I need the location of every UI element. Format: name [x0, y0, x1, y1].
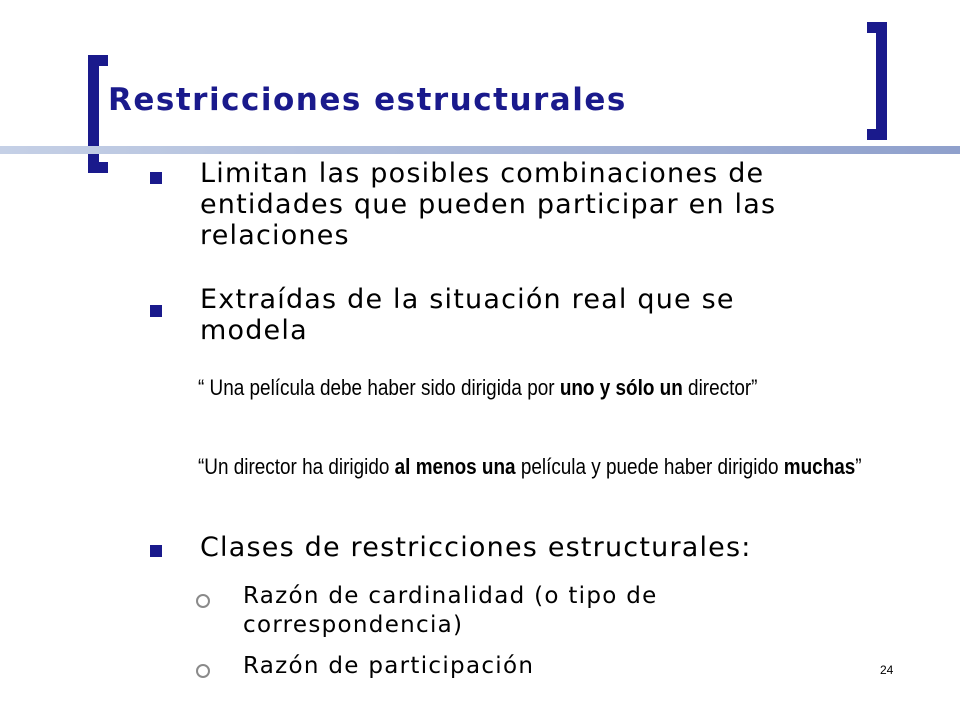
quote-director: “Un director ha dirigido al menos una película y puede haber dirigido muchas”: [198, 454, 862, 479]
bullet-square-icon: [150, 172, 162, 184]
bullet-square-icon: [150, 545, 162, 557]
title-bracket-left: [88, 55, 108, 173]
bullet-extraidas: Extraídas de la situación real que se modela: [200, 284, 735, 346]
sub-bullet-participacion: Razón de participación: [243, 653, 535, 679]
sub-bullet-circle-icon: [196, 664, 210, 678]
page-number: 24: [880, 663, 894, 677]
title-underline-bar: [0, 146, 960, 154]
slide-title: Restricciones estructurales: [108, 82, 627, 118]
sub-bullet-circle-icon: [196, 594, 210, 608]
sub-bullet-cardinalidad: Razón de cardinalidad (o tipo de correspondencia): [243, 583, 658, 638]
bullet-limitan: Limitan las posibles combinaciones de entidades que pueden participar en las relaciones: [200, 158, 777, 251]
quote-pelicula: “ Una película debe haber sido dirigida por uno y sólo un director”: [198, 375, 758, 400]
title-bracket-right: [867, 22, 887, 140]
bullet-square-icon: [150, 305, 162, 317]
bullet-clases: Clases de restricciones estructurales:: [200, 532, 752, 563]
